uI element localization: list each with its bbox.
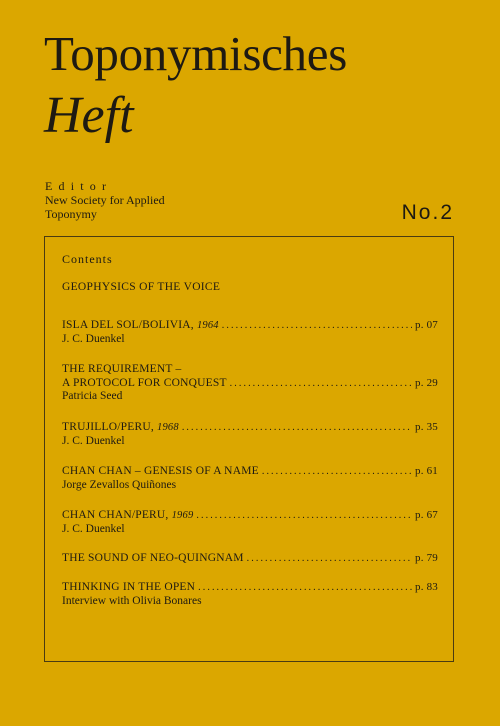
toc-entry <box>62 552 438 566</box>
toc-entry <box>62 319 438 346</box>
publisher-line2: Toponymy <box>45 207 97 221</box>
toc-entry-title: CHAN CHAN – GENESIS OF A NAME <box>62 465 259 477</box>
toc-entry-page: p. 67 <box>415 509 438 521</box>
dot-leader <box>196 509 412 523</box>
toc-entry <box>62 421 438 448</box>
editor-label: Editor <box>45 179 113 193</box>
table-of-contents <box>44 236 454 662</box>
toc-entry <box>62 509 438 536</box>
toc-entry-page: p. 35 <box>415 421 438 433</box>
dot-leader <box>198 581 412 595</box>
toc-entry-title-line <box>62 421 438 435</box>
magazine-title-line2: Heft <box>44 87 134 144</box>
toc-entry-title: THE SOUND OF NEO-QUINGNAM <box>62 552 244 564</box>
toc-entry-author: Interview with Olivia Bonares <box>62 594 202 607</box>
toc-entry-author: Jorge Zevallos Quiñones <box>62 478 177 491</box>
toc-entry-title: THINKING IN THE OPEN <box>62 581 196 593</box>
toc-entry-year: 1964 <box>196 320 219 331</box>
toc-entry-page: p. 29 <box>415 376 438 389</box>
toc-entry-title: ISLA DEL SOL/BOLIVIA, <box>62 319 194 331</box>
section-title: GEOPHYSICS OF THE VOICE <box>62 281 221 293</box>
toc-entry-title-line <box>62 377 438 391</box>
toc-entry-title-line <box>62 552 438 566</box>
magazine-title-line1: Toponymisches <box>44 26 347 81</box>
contents-label: Contents <box>62 252 113 266</box>
dot-leader <box>230 377 412 391</box>
toc-entry-author: J. C. Duenkel <box>62 434 125 447</box>
dot-leader <box>247 552 412 566</box>
toc-entry-title-line <box>62 319 438 333</box>
toc-entry-page: p. 79 <box>415 552 438 564</box>
toc-entry-author: J. C. Duenkel <box>62 522 125 535</box>
dot-leader <box>182 421 412 435</box>
toc-entry-page: p. 07 <box>415 319 438 331</box>
toc-entry <box>62 363 438 404</box>
toc-entry <box>62 581 438 608</box>
toc-entry-page: p. 83 <box>415 581 438 593</box>
toc-entry-title-first-line: THE REQUIREMENT – <box>62 363 182 375</box>
toc-entry-title: A PROTOCOL FOR CONQUEST <box>62 376 227 389</box>
toc-entry-title: CHAN CHAN/PERU, <box>62 509 169 521</box>
toc-entry-title-line <box>62 581 438 595</box>
toc-entry-author: J. C. Duenkel <box>62 332 125 345</box>
issue-number: No.2 <box>401 201 454 224</box>
dot-leader <box>262 465 412 479</box>
toc-entry-title: TRUJILLO/PERU, <box>62 421 154 433</box>
toc-entry-page: p. 61 <box>415 465 438 477</box>
toc-entry <box>62 465 438 492</box>
toc-entry-author: Patricia Seed <box>62 390 123 402</box>
toc-entry-title-line <box>62 509 438 523</box>
dot-leader <box>222 319 412 333</box>
toc-entry-year: 1968 <box>157 422 179 433</box>
toc-entry-year: 1969 <box>171 510 194 521</box>
toc-entry-title-line <box>62 465 438 479</box>
publisher-line1: New Society for Applied <box>45 193 165 207</box>
